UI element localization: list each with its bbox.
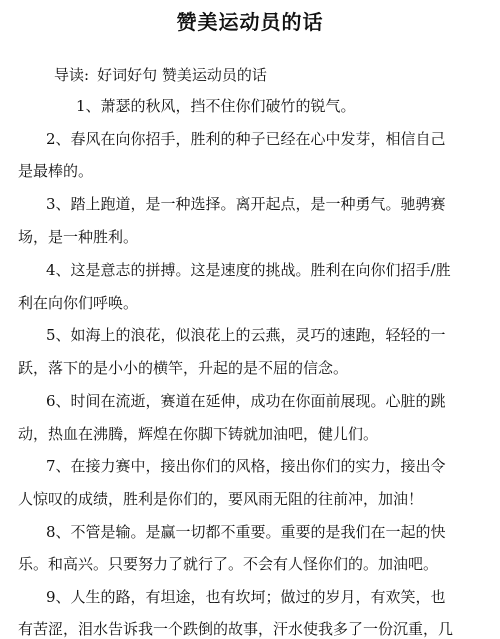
item-9-line-2: 有苦涩，泪水告诉我一个跌倒的故事，汗水使我多了一份沉重，几 [18, 620, 454, 638]
item-1-line-1: 1、萧瑟的秋风，挡不住你们破竹的锐气。 [76, 97, 356, 115]
item-7-line-1: 7、在接力赛中，接出你们的风格，接出你们的实力，接出令 [46, 457, 446, 475]
item-5-line-1: 5、如海上的浪花，似浪花上的云燕，灵巧的速跑，轻轻的一 [46, 326, 446, 344]
item-6-line-2: 动，热血在沸腾，辉煌在你脚下铸就加油吧，健儿们。 [18, 425, 379, 443]
intro-line [54, 64, 267, 85]
item-9-line-1: 9、人生的路，有坦途，也有坎坷；做过的岁月，有欢笑，也 [46, 588, 446, 606]
item-3-line-1: 3、踏上跑道，是一种选择。离开起点，是一种勇气。驰骋赛 [46, 195, 446, 213]
item-5-line-2: 跃，落下的是小小的横竿，升起的是不屈的信念。 [18, 359, 349, 377]
item-8-line-2: 乐。和高兴。只要努力了就行了。不会有人怪你们的。加油吧。 [18, 555, 439, 573]
item-2-line-2: 是最棒的。 [18, 162, 94, 180]
item-8-line-1: 8、不管是输。是赢一切都不重要。重要的是我们在一起的快 [46, 523, 446, 541]
page-title: 赞美运动员的话 [176, 10, 324, 34]
intro-text: 好词好句 赞美运动员的话 [97, 66, 267, 84]
item-2-line-1: 2、春风在向你招手，胜利的种子已经在心中发芽，相信自己 [46, 130, 446, 148]
item-7-line-2: 人惊叹的成绩，胜利是你们的，要风雨无阻的往前冲，加油！ [18, 490, 424, 508]
item-4-line-1: 4、这是意志的拼搏。这是速度的挑战。胜利在向你们招手/胜 [46, 261, 451, 279]
item-4-line-2: 利在向你们呼唤。 [18, 294, 139, 312]
intro-label: 导读: [54, 66, 90, 84]
item-3-line-2: 场，是一种胜利。 [18, 228, 139, 246]
item-6-line-1: 6、时间在流逝，赛道在延伸，成功在你面前展现。心脏的跳 [46, 392, 446, 410]
